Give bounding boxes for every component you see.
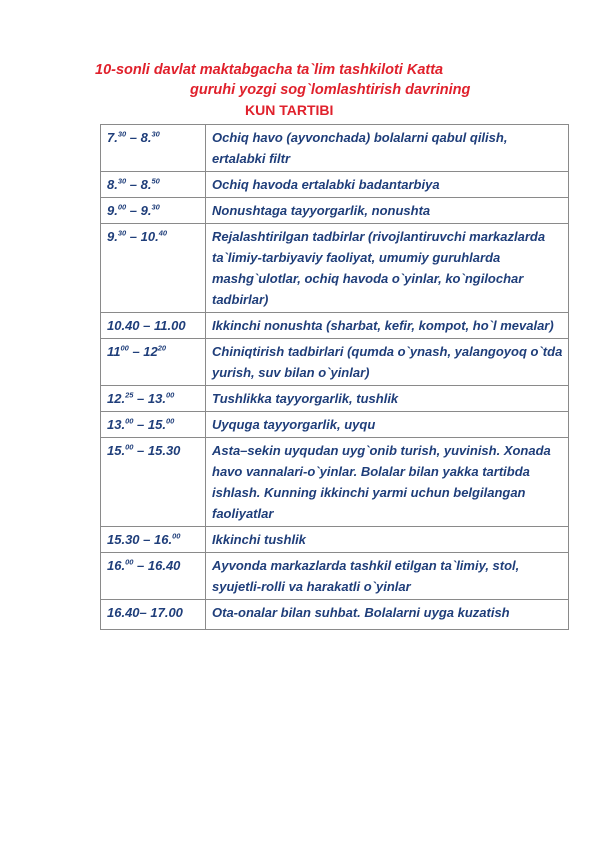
activity-cell: Ikkinchi nonushta (sharbat, kefir, kompot, ho`l mevalar): [206, 313, 569, 339]
time-text: – 13.: [133, 391, 166, 406]
time-minutes: 00: [125, 442, 134, 452]
time-minutes: 20: [157, 343, 167, 353]
time-text: 11: [107, 344, 121, 359]
schedule-table: [100, 124, 569, 630]
time-text: 15.30 – 16.: [107, 532, 173, 547]
activity-cell: Ochiq havoda ertalabki badantarbiya: [206, 172, 569, 198]
time-minutes: 40: [158, 228, 168, 238]
time-cell: [101, 386, 206, 412]
table-row: [101, 313, 569, 339]
time-text: 13.: [107, 417, 126, 432]
time-cell: [101, 339, 206, 386]
time-cell: [101, 438, 206, 527]
time-minutes: 30: [117, 228, 127, 238]
document-title: [0, 60, 596, 120]
table-row: [101, 172, 569, 198]
time-minutes: 00: [125, 557, 134, 567]
time-text: 16.40– 17.00: [107, 605, 183, 620]
time-minutes: 00: [125, 416, 134, 426]
time-cell: [101, 600, 206, 630]
time-cell: [101, 553, 206, 600]
activity-cell: Tushlikka tayyorgarlik, tushlik: [206, 386, 569, 412]
time-cell: [101, 224, 206, 313]
time-minutes: 00: [172, 531, 181, 541]
time-text: – 9.: [126, 203, 152, 218]
time-text: – 12: [128, 344, 158, 359]
time-minutes: 00: [120, 343, 129, 353]
time-minutes: 30: [151, 129, 160, 139]
time-text: – 8.: [126, 177, 152, 192]
time-text: 7.: [107, 130, 118, 145]
table-row: [101, 125, 569, 172]
time-text: 9.: [107, 229, 118, 244]
time-text: 8.: [107, 177, 118, 192]
time-minutes: 00: [117, 202, 127, 212]
time-minutes: 25: [125, 390, 134, 400]
activity-cell: Chiniqtirish tadbirlari (qumda o`ynash, yalangoyoq o`tda yurish, suv bilan o`yinlar): [206, 339, 569, 386]
time-minutes: 00: [165, 390, 175, 400]
time-text: 9.: [107, 203, 118, 218]
time-text: – 8.: [126, 130, 152, 145]
activity-cell: Uyquga tayyorgarlik, uyqu: [206, 412, 569, 438]
activity-cell: Nonushtaga tayyorgarlik, nonushta: [206, 198, 569, 224]
time-text: 12.: [107, 391, 126, 406]
time-cell: [101, 527, 206, 553]
table-row: [101, 527, 569, 553]
time-cell: [101, 313, 206, 339]
title-line-1: 10-sonli davlat maktabgacha ta`lim tashkiloti Katta: [95, 62, 444, 78]
table-row: [101, 412, 569, 438]
time-minutes: 00: [165, 416, 175, 426]
time-minutes: 30: [151, 202, 160, 212]
time-text: 10.40 – 11.00: [107, 318, 186, 333]
time-minutes: 50: [151, 176, 160, 186]
table-row: [101, 553, 569, 600]
activity-cell: Ayvonda markazlarda tashkil etilgan ta`limiy, stol, syujetli-rolli va harakatli o`yinlar: [206, 553, 569, 600]
table-row: [101, 339, 569, 386]
activity-cell: Asta–sekin uyqudan uyg`onib turish, yuvinish. Xonada havo vannalari-o`yinlar. Bolalar bilan yakka tartibda ishlash. Kunning ikkinchi yarmi uchun belgilangan faoliyatlar: [206, 438, 569, 527]
time-cell: [101, 172, 206, 198]
activity-cell: Ikkinchi tushlik: [206, 527, 569, 553]
time-cell: [101, 125, 206, 172]
table-row: [101, 438, 569, 527]
time-cell: [101, 412, 206, 438]
time-text: – 16.40: [133, 558, 181, 573]
time-text: 16.: [107, 558, 126, 573]
time-text: – 15.30: [133, 443, 181, 458]
table-row: [101, 224, 569, 313]
time-minutes: 30: [117, 129, 127, 139]
activity-cell: Ochiq havo (ayvonchada) bolalarni qabul qilish, ertalabki filtr: [206, 125, 569, 172]
title-line-2: guruhi yozgi sog`lomlashtirish davrining: [190, 82, 471, 98]
title-line-3: KUN TARTIBI: [245, 102, 334, 118]
time-text: – 15.: [133, 417, 166, 432]
activity-cell: Ota-onalar bilan suhbat. Bolalarni uyga kuzatish: [206, 600, 569, 630]
activity-cell: Rejalashtirilgan tadbirlar (rivojlantiruvchi markazlarda ta`limiy-tarbiyaviy faoliyat, umumiy guruhlarda mashg`ulotlar, ochiq havoda o`yinlar, ko`ngilochar tadbirlar): [206, 224, 569, 313]
table-row: [101, 386, 569, 412]
table-row: [101, 198, 569, 224]
time-text: 15.: [107, 443, 126, 458]
table-row: [101, 600, 569, 630]
time-cell: [101, 198, 206, 224]
time-text: – 10.: [126, 229, 159, 244]
time-minutes: 30: [117, 176, 127, 186]
